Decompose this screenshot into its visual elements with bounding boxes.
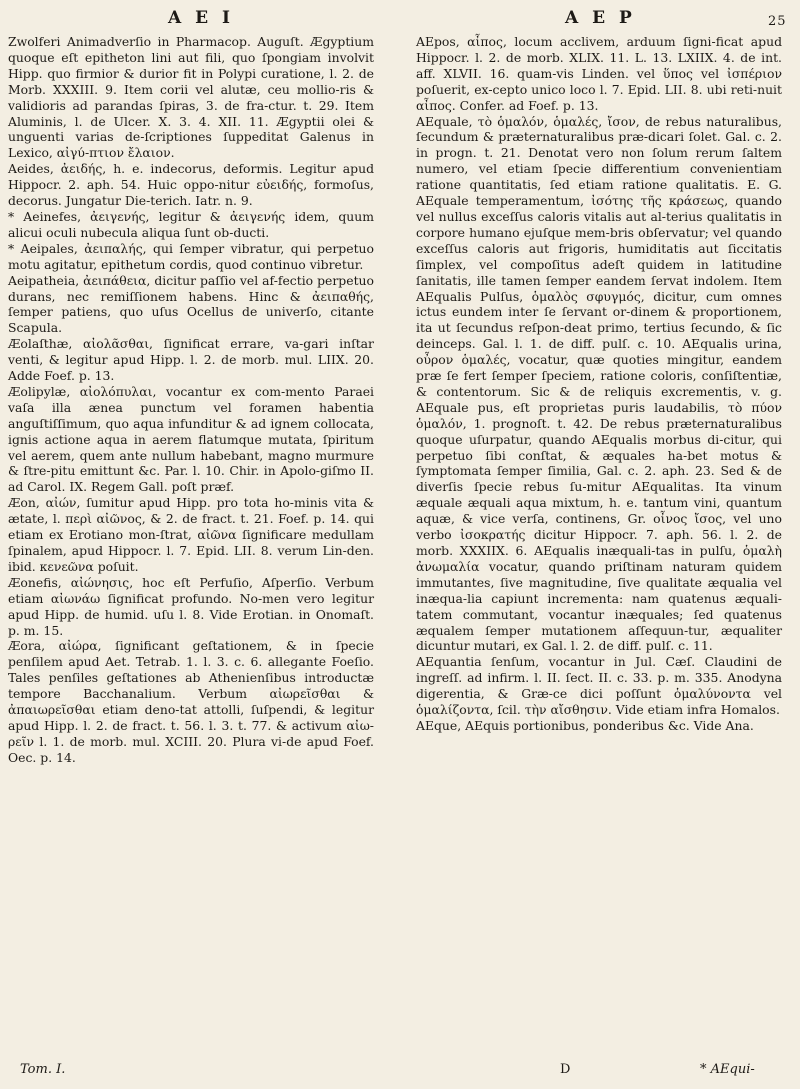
left-running-head: A E I [168, 8, 234, 28]
entry-aeipatheia: Aeipatheia, ἀειπάθεια, dicitur paſſio vel af-fectio perpetuo durans, nec remiſſionem habens. Hinc & ἀειπαθής, ſemper patiens, quo uſus Ocellus de univerſo, citante Scapula. [8, 272, 374, 336]
entry-aeora: Æora, αἰώρα, ſignificant geſtationem, & in ſpecie penſilem apud Aet. Tetrab. 1. l. 3. c. 6. allegante Foeſio. Tales penſiles geſtationes ab Athenienſibus introductæ tempore Bacchanalium. Verbum αἰωρεῖσθαι & ἀπαιωρεῖσθαι etiam deno-tat attolli, ſuſpendi, & legitur apud Hipp. l. 2. de fract. t. 56. l. 3. t. 77. & activum αἰω-ρεῖν l. 1. de morb. mul. XCIII. 20. Plura vi-de apud Foef. Oec. p. 14. [8, 638, 374, 765]
entry-aequantia: AEquantia ſenſum, vocantur in Jul. Cæſ. Claudini de ingreſſ. ad infirm. l. II. ſect. II. c. 33. p. m. 335. Anodyna digerentia, & Græ-ce dici poſſunt ὁμαλύνοντα vel ὁμαλίζοντα, ſcil. τὴν αἴσθησιν. Vide etiam infra Homalos. [416, 654, 782, 718]
entry-aeonefis: Æonefis, αἰώνησις, hoc eſt Perfuſio, Aſperſio. Verbum etiam αἰωνάω ſignificat profundo. No-men vero legitur apud Hipp. de humid. uſu l. 8. Vide Erotian. in Onomaſt. p. m. 15. [8, 574, 374, 638]
entry-aeinefes: * Aeinefes, ἀειγενής, legitur & ἀειγενής idem, quum alicui oculi nubecula aliqua ſunt ob-ducti. [8, 208, 374, 240]
entry-aeon: Æon, αἰών, ſumitur apud Hipp. pro tota ho-minis vita & ætate, l. περὶ αἰῶνος, & 2. de fract. t. 21. Foef. p. 14. qui etiam ex Erotiano mon-ſtrat, αἰῶνα ſignificare medullam ſpinalem, apud Hippocr. l. 7. Epid. LII. 8. verum Lin-den. ibid. κενεῶνα poſuit. [8, 495, 374, 574]
page-footer [0, 1060, 800, 1084]
entry-aeolasthae: Æolaſthæ, αἰολᾶσθαι, ſignificat errare, va-gari inſtar venti, & legitur apud Hipp. l. 2. de morb. mul. LIIX. 20. Adde Foef. p. 13. [8, 336, 374, 384]
entry-aeipales: * Aeipales, ἀειπαλής, qui ſemper vibratur, qui perpetuo motu agitatur, epithetum cordis, quod continuo vibretur. [8, 240, 374, 272]
entry-aegyptium: Zwolferi Animadverſio in Pharmacop. Auguſt. Ægyptium quoque eſt epitheton lini aut fili, quo ſpongiam involvit Hipp. quo firmior & durior fit in Polypi curatione, l. 2. de Morb. XXXIII. 9. Item corii vel alutæ, ceu mollio-ris & validioris ad parandas ſpiras, 3. de fra-ctur. t. 29. Item Aluminis, l. de Ulcer. X. 3. 4. XII. 11. Ægyptii olei & unguenti varias de-ſcriptiones ſuppeditat Galenus in Lexico, αἰγύ-πτιον ἔλαιον. [8, 34, 374, 161]
page-number: 25 [768, 14, 787, 29]
left-column [8, 34, 374, 766]
entry-aequale: AEquale, τὸ ὁμαλόν, ὁμαλές, ἴσον, de rebus naturalibus, ſecundum & præternaturalibus præ-dicari ſolet. Gal. c. 2. in progn. t. 21. Denotat vero non ſolum rerum ſaltem numero, vel etiam ſpecie differentium convenientiam ratione quantitatis, ſed etiam ratione qualitatis. E. G. AEquale temperamentum, ἰσότης τῆς κράσεως, quando vel nullus exceſſus caloris vitalis aut al-terius qualitatis in corpore humano ejuſque mem-bris obſervatur; vel quando exceſſus caloris aut frigoris, humiditatis aut ſiccitatis ſimplex, vel compoſitus adeſt quidem in latitudine ſanitatis, ille tamen ſemper eandem ſervat indolem. Item AEqualis Pulſus, ὁμαλὸς σφυγμός, dicitur, cum omnes ictus eundem inter ſe ſervant or-dinem & proportionem, ita ut ſecundus reſpon-deat primo, tertius ſecundo, & ſic deinceps. Gal. l. 1. de diff. pulſ. c. 10. AEqualis urina, οὖρον ὁμαλές, vocatur, quæ quoties mingitur, eandem præ ſe fert ſemper ſpeciem, ratione coloris, conſiſtentiæ, & contentorum. Sic & de reliquis excrementis, v. g. AEquale pus, eſt proprietas puris laudabilis, τὸ πύον ὁμαλόν, 1. prognoſt. t. 42. De rebus præternaturalibus quoque uſurpatur, quando AEqualis morbus di-citur, qui perpetuo ſibi conſtat, & æquales ha-bet motus & ſymptomata ſemper ſimilia, Gal. c. 2. aph. 23. Sed & de diverſis ſpecie rebus ſu-mitur AEqualitas. Ita vinum æquale æquali aqua mixtum, h. e. tantum vini, quantum aquæ, & vice verſa, continens, Gr. οἶνος ἴσος, vel uno verbo ἰσοκρατής dicitur Hippocr. 7. aph. 56. l. 2. de morb. XXXIIX. 6. AEqualis inæquali-tas in pulſu, ὁμαλὴ ἀνωμαλία vocatur, quando priſtinam naturam quidem immutantes, ſive magnitudine, ſive qualitate æqualia vel inæqua-lia capiunt incrementa: nam quatenus æquali-tatem commutant, vocantur inæquales; ſed quatenus æqualem ſemper mutationem aſſequun-tur, æqualiter dicuntur mutari, ex Gal. l. 2. de diff. pulſ. c. 11. [416, 113, 782, 654]
right-running-head: A E P [565, 8, 636, 28]
running-header [0, 6, 800, 34]
catchword: * AEqui- [700, 1062, 755, 1077]
entry-aepos: AEpos, αἶπος, locum acclivem, arduum ſigni-ficat apud Hippocr. l. 2. de morb. XLIX. 11. L. 13. LXIIX. 4. de int. aff. XLVII. 16. quam-vis Linden. vel ὕπος vel ἰσπέριον poſuerit, ex-cepto unico loco l. 7. Epid. LII. 8. ubi reti-nuit αἶπος. Confer. ad Foef. p. 13. [416, 34, 782, 113]
entry-aeides: Aeides, ἀειδής, h. e. indecorus, deformis. Legitur apud Hippocr. 2. aph. 54. Huic oppo-nitur εὐειδής, formoſus, decorus. Jungatur Die-terich. Iatr. n. 9. [8, 161, 374, 209]
entry-aeolipylae: Æolipylæ, αἰολόπυλαι, vocantur ex com-mento Paraei vaſa illa ænea punctum vel foramen habentia anguſtiſſimum, quo aqua infunditur & ad ignem collocata, ignis actione aqua in aerem flatumque mutata, ſpiritum vel aerem, quem ante nullum habebant, magno murmure & ſtre-pitu emittunt &c. Par. l. 10. Chir. in Apolo-giſmo II. ad Carol. IX. Regem Gall. poſt præf. [8, 383, 374, 495]
signature-mark: D [560, 1062, 571, 1077]
entry-aeque: AEque, AEquis portionibus, ponderibus &c. Vide Ana. [416, 717, 754, 733]
volume-mark: Tom. I. [20, 1062, 66, 1077]
right-column [416, 34, 782, 734]
